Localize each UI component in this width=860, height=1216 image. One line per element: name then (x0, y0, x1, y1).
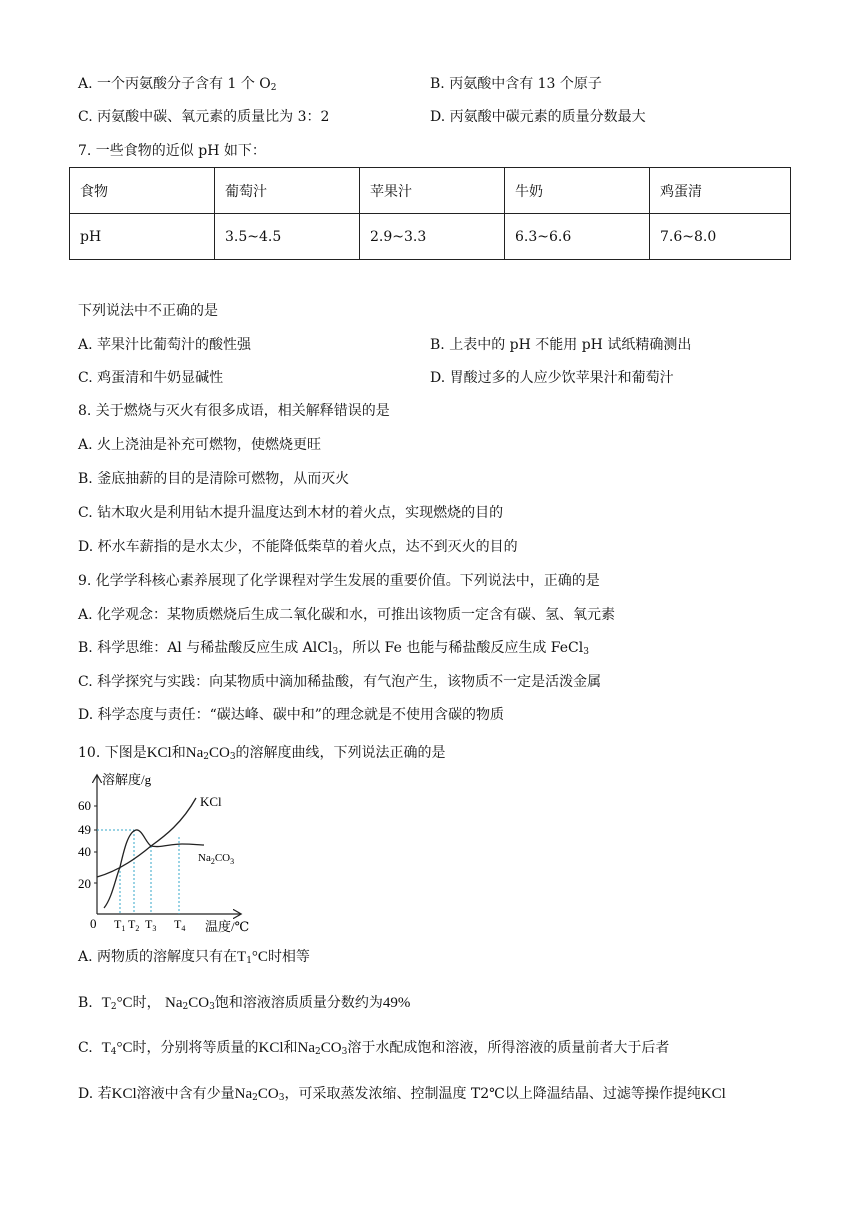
ph-table (69, 167, 791, 260)
table-cell: 葡萄汁 (215, 168, 360, 214)
q8-option-a: A. 火上浇油是补充可燃物，使燃烧更旺 (78, 437, 322, 453)
kcl-curve (97, 798, 196, 877)
q8-option-c: C. 钻木取火是利用钻木提升温度达到木材的着火点，实现燃烧的目的 (78, 505, 504, 521)
kcl-curve-label: KCl (200, 794, 222, 809)
q9-option-c: C. 科学探究与实践：向某物质中滴加稀盐酸，有气泡产生，该物质不一定是活泼金属 (78, 674, 602, 690)
q7-stem: 7. 一些食物的近似 pH 如下： (78, 143, 266, 159)
x-tick-label: $T_2$ (128, 917, 140, 933)
y-tick-label: 20 (78, 876, 91, 891)
table-row (70, 214, 791, 260)
table-cell: 牛奶 (505, 168, 650, 214)
q10-option-c: C. $T_4^\circ C$时，分别将等质量的KCl和$Na_2CO_3$溶于水配成饱和溶液，所得溶液的质量前者大于后者 (78, 1040, 670, 1057)
table-cell: 鸡蛋清 (650, 168, 791, 214)
q6-option-c: C. 丙氨酸中碳、氧元素的质量比为 3：2 (78, 109, 330, 125)
q6-option-d: D. 丙氨酸中碳元素的质量分数最大 (430, 109, 646, 125)
q10-option-b: B. $T_2^\circ C$时， $Na_2CO_3$饱和溶液溶质质量分数约为49% (78, 995, 411, 1012)
table-row (70, 168, 791, 214)
table-cell: 3.5~4.5 (215, 214, 360, 260)
x-tick-label: 0 (90, 916, 97, 931)
solubility-chart (70, 768, 270, 938)
x-tick-label: $T_3$ (145, 917, 157, 933)
q10-stem: 10. 下图是KCl和$Na_2CO_3$的溶解度曲线，下列说法正确的是 (78, 745, 446, 762)
q8-stem: 8. 关于燃烧与灭火有很多成语，相关解释错误的是 (78, 403, 390, 419)
table-cell: 苹果汁 (360, 168, 505, 214)
x-axis-label: 温度/℃ (205, 919, 250, 934)
na2co3-curve (104, 830, 204, 908)
q7-question: 下列说法中不正确的是 (78, 303, 218, 319)
y-tick-label: 49 (78, 822, 91, 837)
q7-option-b: B. 上表中的 pH 不能用 pH 试纸精确测出 (430, 337, 692, 353)
q7-option-d: D. 胃酸过多的人应少饮苹果汁和葡萄汁 (430, 370, 674, 386)
q7-option-a: A. 苹果汁比葡萄汁的酸性强 (78, 337, 252, 353)
table-cell: 7.6~8.0 (650, 214, 791, 260)
table-cell: 2.9~3.3 (360, 214, 505, 260)
q8-option-b: B. 釜底抽薪的目的是清除可燃物，从而灭火 (78, 471, 350, 487)
na2co3-curve-label: $Na_2CO_3$ (198, 852, 235, 866)
q9-option-a: A. 化学观念：某物质燃烧后生成二氧化碳和水，可推出该物质一定含有碳、氢、氧元素 (78, 607, 616, 623)
q6-option-a: A. 一个丙氨酸分子含有 1 个 $O_2$ (78, 76, 277, 93)
q9-option-d: D. 科学态度与责任：“碳达峰、碳中和”的理念就是不使用含碳的物质 (78, 707, 504, 723)
table-cell: pH (70, 214, 215, 260)
y-tick-label: 60 (78, 798, 91, 813)
y-axis-label: 溶解度/g (102, 772, 152, 787)
table-cell: 食物 (70, 168, 215, 214)
q10-option-a: A. 两物质的溶解度只有在$T_1^\circ C$时相等 (78, 949, 310, 966)
q7-option-c: C. 鸡蛋清和牛奶显碱性 (78, 370, 224, 386)
q8-option-d: D. 杯水车薪指的是水太少，不能降低柴草的着火点，达不到灭火的目的 (78, 539, 518, 555)
q10-option-d: D. 若KCl溶液中含有少量$Na_2CO_3$，可采取蒸发浓缩、控制温度 T2℃以上降温结晶、过滤等操作提纯KCl (78, 1086, 726, 1103)
q9-option-b: B. 科学思维：Al 与稀盐酸反应生成 AlCl$_3$，所以 Fe 也能与稀盐酸反应生成 FeCl$_3$ (78, 640, 589, 657)
q9-stem: 9. 化学学科核心素养展现了化学课程对学生发展的重要价值。下列说法中，正确的是 (78, 573, 600, 589)
y-tick-label: 40 (78, 844, 91, 859)
x-tick-label: $T_4$ (174, 917, 186, 933)
table-cell: 6.3~6.6 (505, 214, 650, 260)
x-tick-label: $T_1$ (114, 917, 126, 933)
q6-option-b: B. 丙氨酸中含有 13 个原子 (430, 76, 602, 92)
